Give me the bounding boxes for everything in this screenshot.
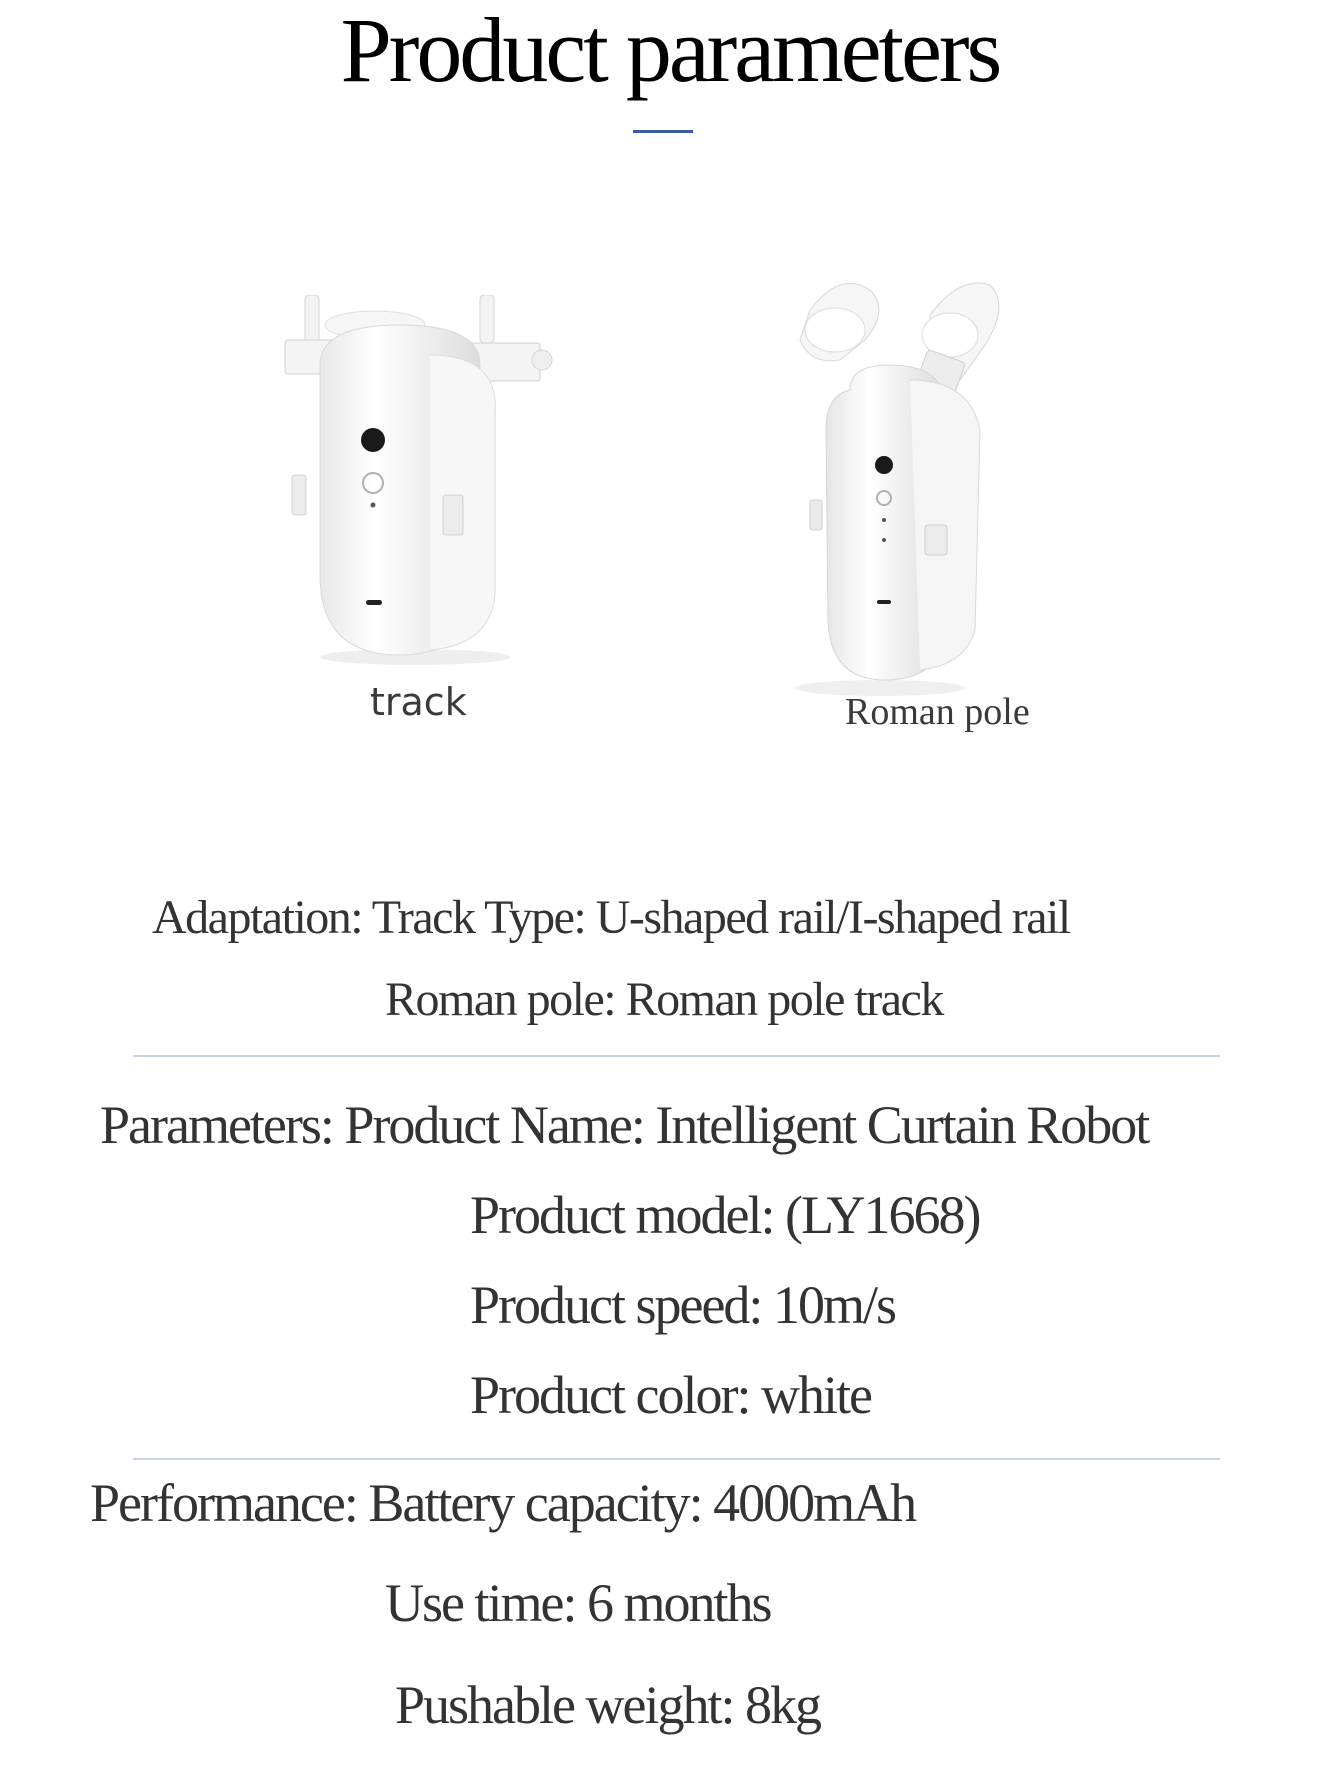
parameters-line-3: Product speed: 10m/s: [470, 1275, 895, 1335]
parameters-line-4: Product color: white: [470, 1365, 871, 1425]
roman-pole-caption: Roman pole: [845, 691, 1030, 733]
page-title: Product parameters: [340, 0, 1000, 101]
section-divider: [133, 1458, 1220, 1460]
parameters-line-1: Parameters: Product Name: Intelligent Curtain Robot: [100, 1095, 1149, 1155]
track-caption: track: [370, 680, 467, 724]
track-robot-image: [280, 295, 570, 675]
performance-line-3: Pushable weight: 8kg: [395, 1675, 820, 1735]
section-divider: [133, 1055, 1220, 1057]
title-underline: [633, 130, 693, 133]
parameters-line-2: Product model: (LY1668): [470, 1185, 980, 1245]
adaptation-line-1: Adaptation: Track Type: U-shaped rail/I-shaped rail: [152, 891, 1070, 944]
performance-line-2: Use time: 6 months: [385, 1573, 771, 1633]
roman-pole-robot-image: [640, 270, 1060, 710]
adaptation-line-2: Roman pole: Roman pole track: [385, 973, 943, 1026]
performance-line-1: Performance: Battery capacity: 4000mAh: [90, 1473, 916, 1533]
